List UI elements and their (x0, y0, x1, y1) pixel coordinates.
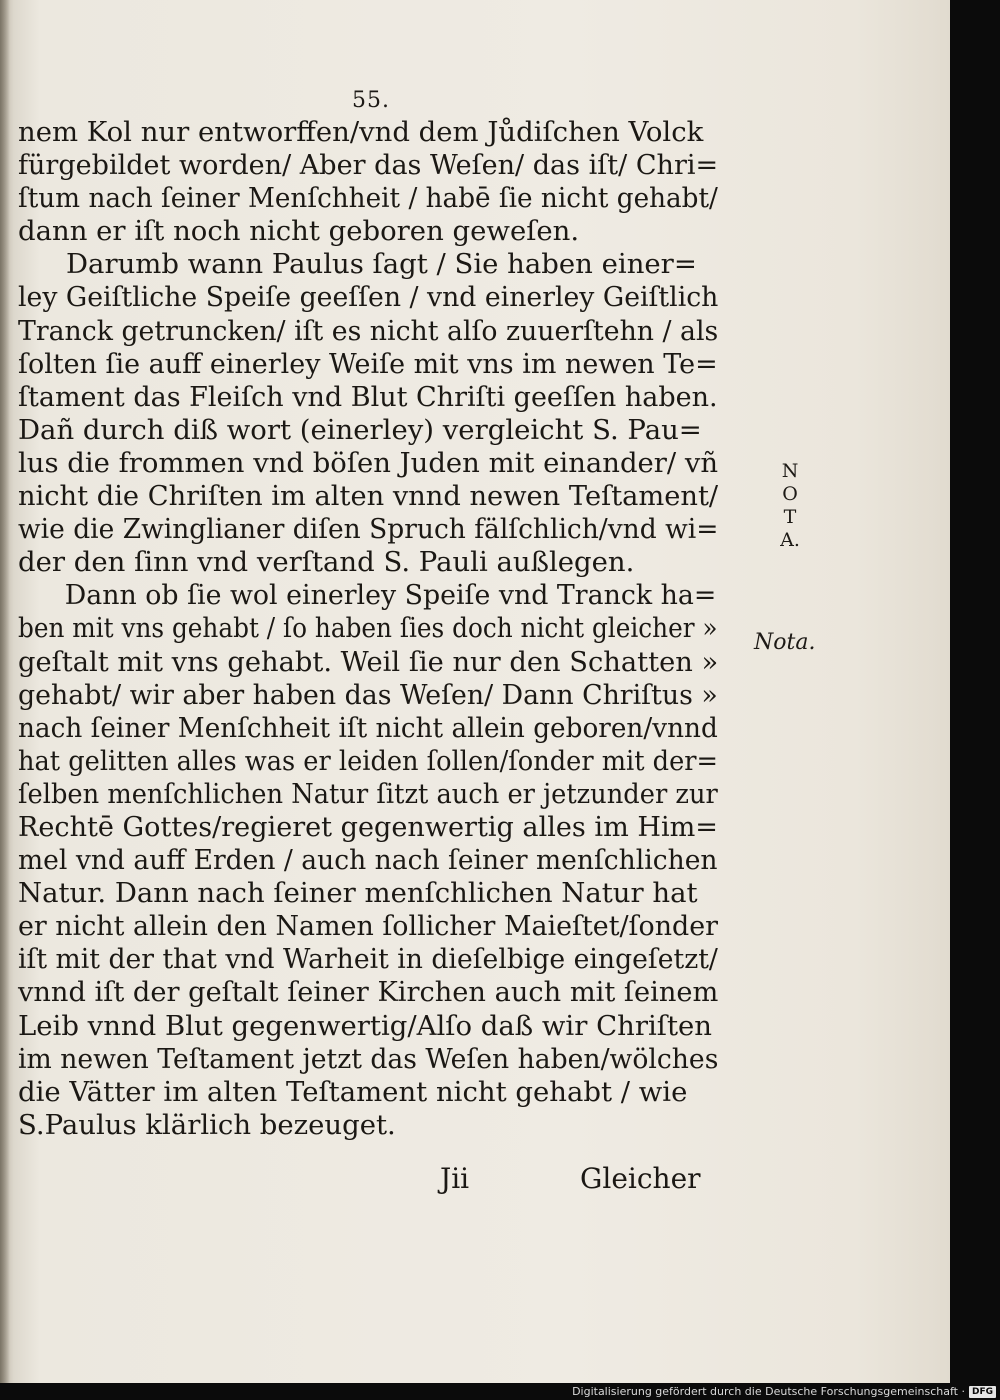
text-line: gehabt/ wir aber haben das Weſen/ Dann Chriſtus » (18, 678, 718, 711)
text-line: nicht die Chriſten im alten vnnd newen Teſtament/ (18, 480, 719, 513)
text-line: S.Paulus klärlich bezeuget. (18, 1108, 396, 1141)
margin-note-letter: O (782, 483, 798, 505)
text-line: fürgebildet worden/ Aber das Weſen/ das iſt/ Chri= (18, 149, 719, 182)
margin-note-letter: A. (780, 529, 800, 551)
text-line: ſelben menſchlichen Natur ſitzt auch er jetzunder zur (18, 777, 718, 810)
text-line: ſtament das Fleiſch vnd Blut Chriſti geeſſen haben. (18, 380, 718, 413)
text-line: wie die Zwinglianer diſen Spruch fälſchlich/vnd wi= (18, 513, 719, 546)
text-line: Rechtē Gottes/regieret gegenwertig alles im Him= (18, 810, 718, 843)
text-line: vnnd iſt der geſtalt ſeiner Kirchen auch mit ſeinem (18, 976, 719, 1009)
text-line: ley Geiſtliche Speiſe geeſſen / vnd einerley Geiſtlich (18, 281, 719, 314)
page-number: 55. (352, 88, 390, 113)
dfg-logo: DFG (969, 1386, 996, 1398)
text-line: Dañ durch diß wort (einerley) vergleicht S. Pau= (18, 413, 702, 446)
text-line: der den ſinn vnd verſtand S. Pauli außlegen. (18, 546, 635, 579)
text-line: Leib vnnd Blut gegenwertig/Alſo daß wir Chriſten (18, 1009, 712, 1042)
text-line: geſtalt mit vns gehabt. Weil ſie nur den Schatten » (18, 645, 719, 678)
text-line: nach ſeiner Menſchheit iſt nicht allein geboren/vnnd (18, 711, 718, 744)
text-line: ſolten ſie auff einerley Weiſe mit vns im newen Te= (18, 347, 718, 380)
text-line: ſtum nach ſeiner Menſchheit / habē ſie nicht gehabt/ (18, 182, 718, 215)
text-line: Tranck getruncken/ iſt es nicht alſo zuuerſtehn / als (18, 314, 719, 347)
footer-credit (568, 1383, 1000, 1400)
text-line: lus die frommen vnd böſen Juden mit einander/ vñ (18, 446, 719, 479)
text-line: die Vätter im alten Teſtament nicht gehabt / wie (18, 1075, 688, 1108)
margin-note-letter: T (783, 506, 797, 528)
margin-note-vertical (778, 460, 802, 552)
text-line: iſt mit der that vnd Warheit in dieſelbige eingeſetzt/ (18, 943, 718, 976)
body-text (18, 116, 718, 1142)
text-line: im newen Teſtament jetzt das Weſen haben/wölches (18, 1042, 719, 1075)
text-line: er nicht allein den Namen ſollicher Maieſtet/ſonder (18, 910, 718, 943)
text-line: ben mit vns gehabt / ſo haben ſies doch nicht gleicher » (18, 612, 718, 645)
text-line: dann er iſt noch nicht geboren geweſen. (18, 215, 580, 248)
margin-note-letter: N (781, 460, 799, 482)
text-line: Darumb wann Paulus ſagt / Sie haben einer= (66, 248, 697, 281)
margin-note-italic: Nota. (754, 630, 816, 655)
text-line: mel vnd auff Erden / auch nach ſeiner menſchlichen (18, 844, 718, 877)
catchword: Gleicher (580, 1162, 701, 1195)
text-line: Dann ob ſie wol einerley Speiſe vnd Tranck ha= (64, 579, 717, 612)
signature-mark: Jii (440, 1162, 470, 1195)
text-line: nem Kol nur entworffen/vnd dem Jůdiſchen Volck (18, 116, 704, 148)
footer-credit-text: Digitalisierung gefördert durch die Deutsche Forschungsgemeinschaft · (572, 1385, 965, 1398)
text-line: Natur. Dann nach ſeiner menſchlichen Natur hat (18, 877, 698, 910)
text-line: hat gelitten alles was er leiden ſollen/ſonder mit der= (18, 744, 718, 777)
